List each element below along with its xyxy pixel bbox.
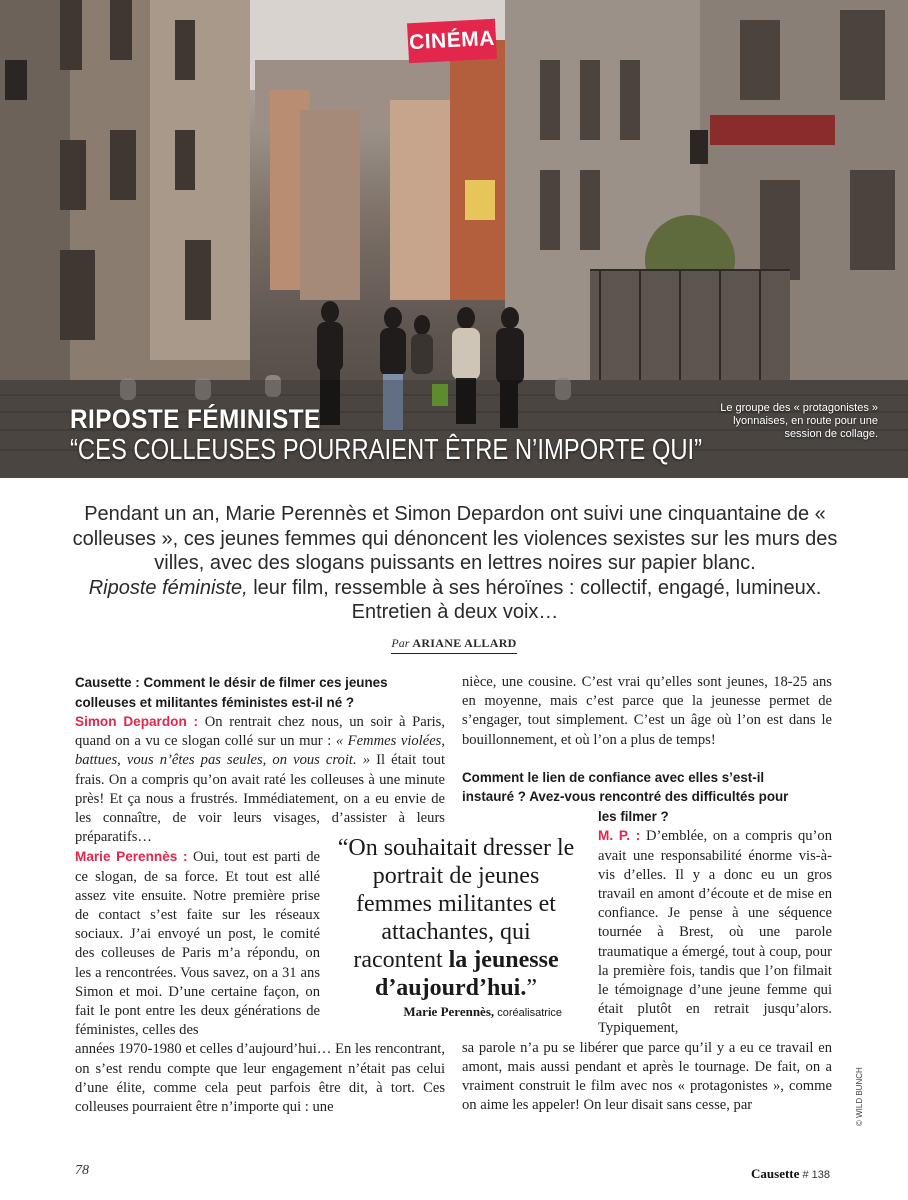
answer-3-text: D’emblée, on a compris qu’on avait une responsabilité énorme vis-à-vis d’elles. Il y a donc eu un gros travail en amont d’écoute et de mise en confiance. Je pense à une séquence tournée à Brest, où une parole traumatique a émergé, tout à coup, pour la première fois, tandis que l’on filmait le témoignage d’une jeune femme qui était plutôt en retrait jusqu’alors. Typiquement, bbox=[598, 828, 832, 1037]
byline-prefix: Par bbox=[391, 636, 410, 650]
magazine-name: Causette bbox=[751, 1166, 800, 1181]
pull-quote bbox=[336, 834, 576, 1002]
photo-caption: Le groupe des « protagonistes » lyonnaises, en route pour une session de collage. bbox=[720, 402, 878, 440]
answer-2-end: nièce, une cousine. C’est vrai qu’elles sont jeunes, 18-25 ans en moyenne, mais c’est parce que la jeunesse permet de s’engager, tout simplement. C’est un âge où l’on est dans le bouillonnement, et où l’on a plus de temps! bbox=[462, 674, 832, 748]
section-tag: CINÉMA bbox=[407, 19, 497, 64]
article-title: RIPOSTE FÉMINISTE bbox=[70, 404, 321, 434]
question-2-end: les filmer ? bbox=[598, 808, 669, 824]
attribution-name: Marie Perennès, bbox=[403, 1004, 495, 1019]
article-intro bbox=[70, 502, 840, 625]
answer-2 bbox=[75, 847, 320, 1040]
pull-quote-attribution bbox=[352, 1004, 562, 1020]
byline bbox=[0, 636, 908, 654]
film-title: Riposte féministe, bbox=[88, 576, 248, 599]
speaker-simon: Simon Depardon : bbox=[75, 714, 199, 729]
issue-number: # 138 bbox=[799, 1169, 830, 1181]
question-1: Causette : Comment le désir de filmer ces jeunes colleuses et militantes féministes est-il né ? bbox=[75, 675, 388, 710]
intro-text: leur film, ressemble à ses héroïnes : collectif, engagé, lumineux. Entretien à deux voix… bbox=[247, 576, 822, 623]
page-number: 78 bbox=[75, 1163, 89, 1178]
answer-3 bbox=[598, 826, 832, 1038]
question-2: Comment le lien de confiance avec elles s’est-il instauré ? Avez-vous rencontré des difficultés pour bbox=[462, 769, 789, 805]
pull-quote-text: “On souhaitait dresser le portrait de jeunes femmes militantes et attachantes, qui racontent bbox=[337, 835, 575, 973]
speaker-mp: M. P. : bbox=[598, 828, 641, 844]
pull-quote-highlight: la jeunesse d’aujourd’hui. bbox=[374, 947, 559, 1001]
intro-paragraph-2 bbox=[70, 576, 840, 625]
answer-1 bbox=[75, 712, 445, 847]
answer-1-text-end: Il était tout frais. On a compris qu’on avait raté les colleuses à une minute près! Et ça nous a frustrés. Immédiatement, on a eu envie de les connaître, de voir leurs visages, d’assister à leurs préparatifs… bbox=[75, 752, 445, 846]
hero-photo bbox=[0, 0, 908, 478]
magazine-footer bbox=[751, 1166, 830, 1182]
speaker-marie: Marie Perennès : bbox=[75, 849, 188, 865]
slogan-quote: « Femmes violées, battues, vous n’êtes pas seules, on vous croit. » bbox=[75, 733, 446, 769]
answer-2-continued: années 1970-1980 et celles d’aujourd’hui… En les rencontrant, on s’est rendu compte que leur engagement n’était pas celui d’une élite, comme cela peut parfois être dit, à tort. Ces colleuses pourraient être n’importe qui : une bbox=[75, 1041, 445, 1116]
answer-3-continued: sa parole n’a pu se libérer que parce qu’il y a eu ce travail en amont, mais aussi pendant et après le tournage. De fait, on a vraiment construit le film avec nos « protagonistes », comme on aime les appeler! On leur disait sans cesse, par bbox=[462, 1039, 832, 1114]
photo-credit: © WILD BUNCH bbox=[855, 1067, 864, 1126]
attribution-role: coréalisatrice bbox=[494, 1007, 562, 1019]
pull-quote-close: ” bbox=[526, 975, 538, 1001]
article-subtitle: “CES COLLEUSES POURRAIENT ÊTRE N’IMPORTE QUI” bbox=[70, 434, 703, 466]
byline-author: ARIANE ALLARD bbox=[412, 636, 517, 650]
intro-paragraph: Pendant un an, Marie Perennès et Simon Depardon ont suivi une cinquantaine de « colleuses », ces jeunes femmes qui dénoncent les violences sexistes sur les murs des villes, avec des slogans puissants en lettres noires sur papier blanc. bbox=[72, 503, 838, 574]
answer-1-text: On rentrait chez nous, un soir à Paris, quand on a vu ce slogan collé sur un mur : bbox=[75, 714, 446, 750]
answer-2-text: Oui, tout est parti de ce slogan, de sa force. Et tout est allé assez vite ensuite. Notre première prise de contact s’est faite sur les réseaux sociaux. J’ai envoyé un post, le comité des colleuses de Paris m’a répondu, on les a rencontrées. Vous savez, on a 31 ans Simon et moi. D’une certaine façon, on fait le pont entre les deux générations de féministes, celles des bbox=[75, 849, 321, 1039]
